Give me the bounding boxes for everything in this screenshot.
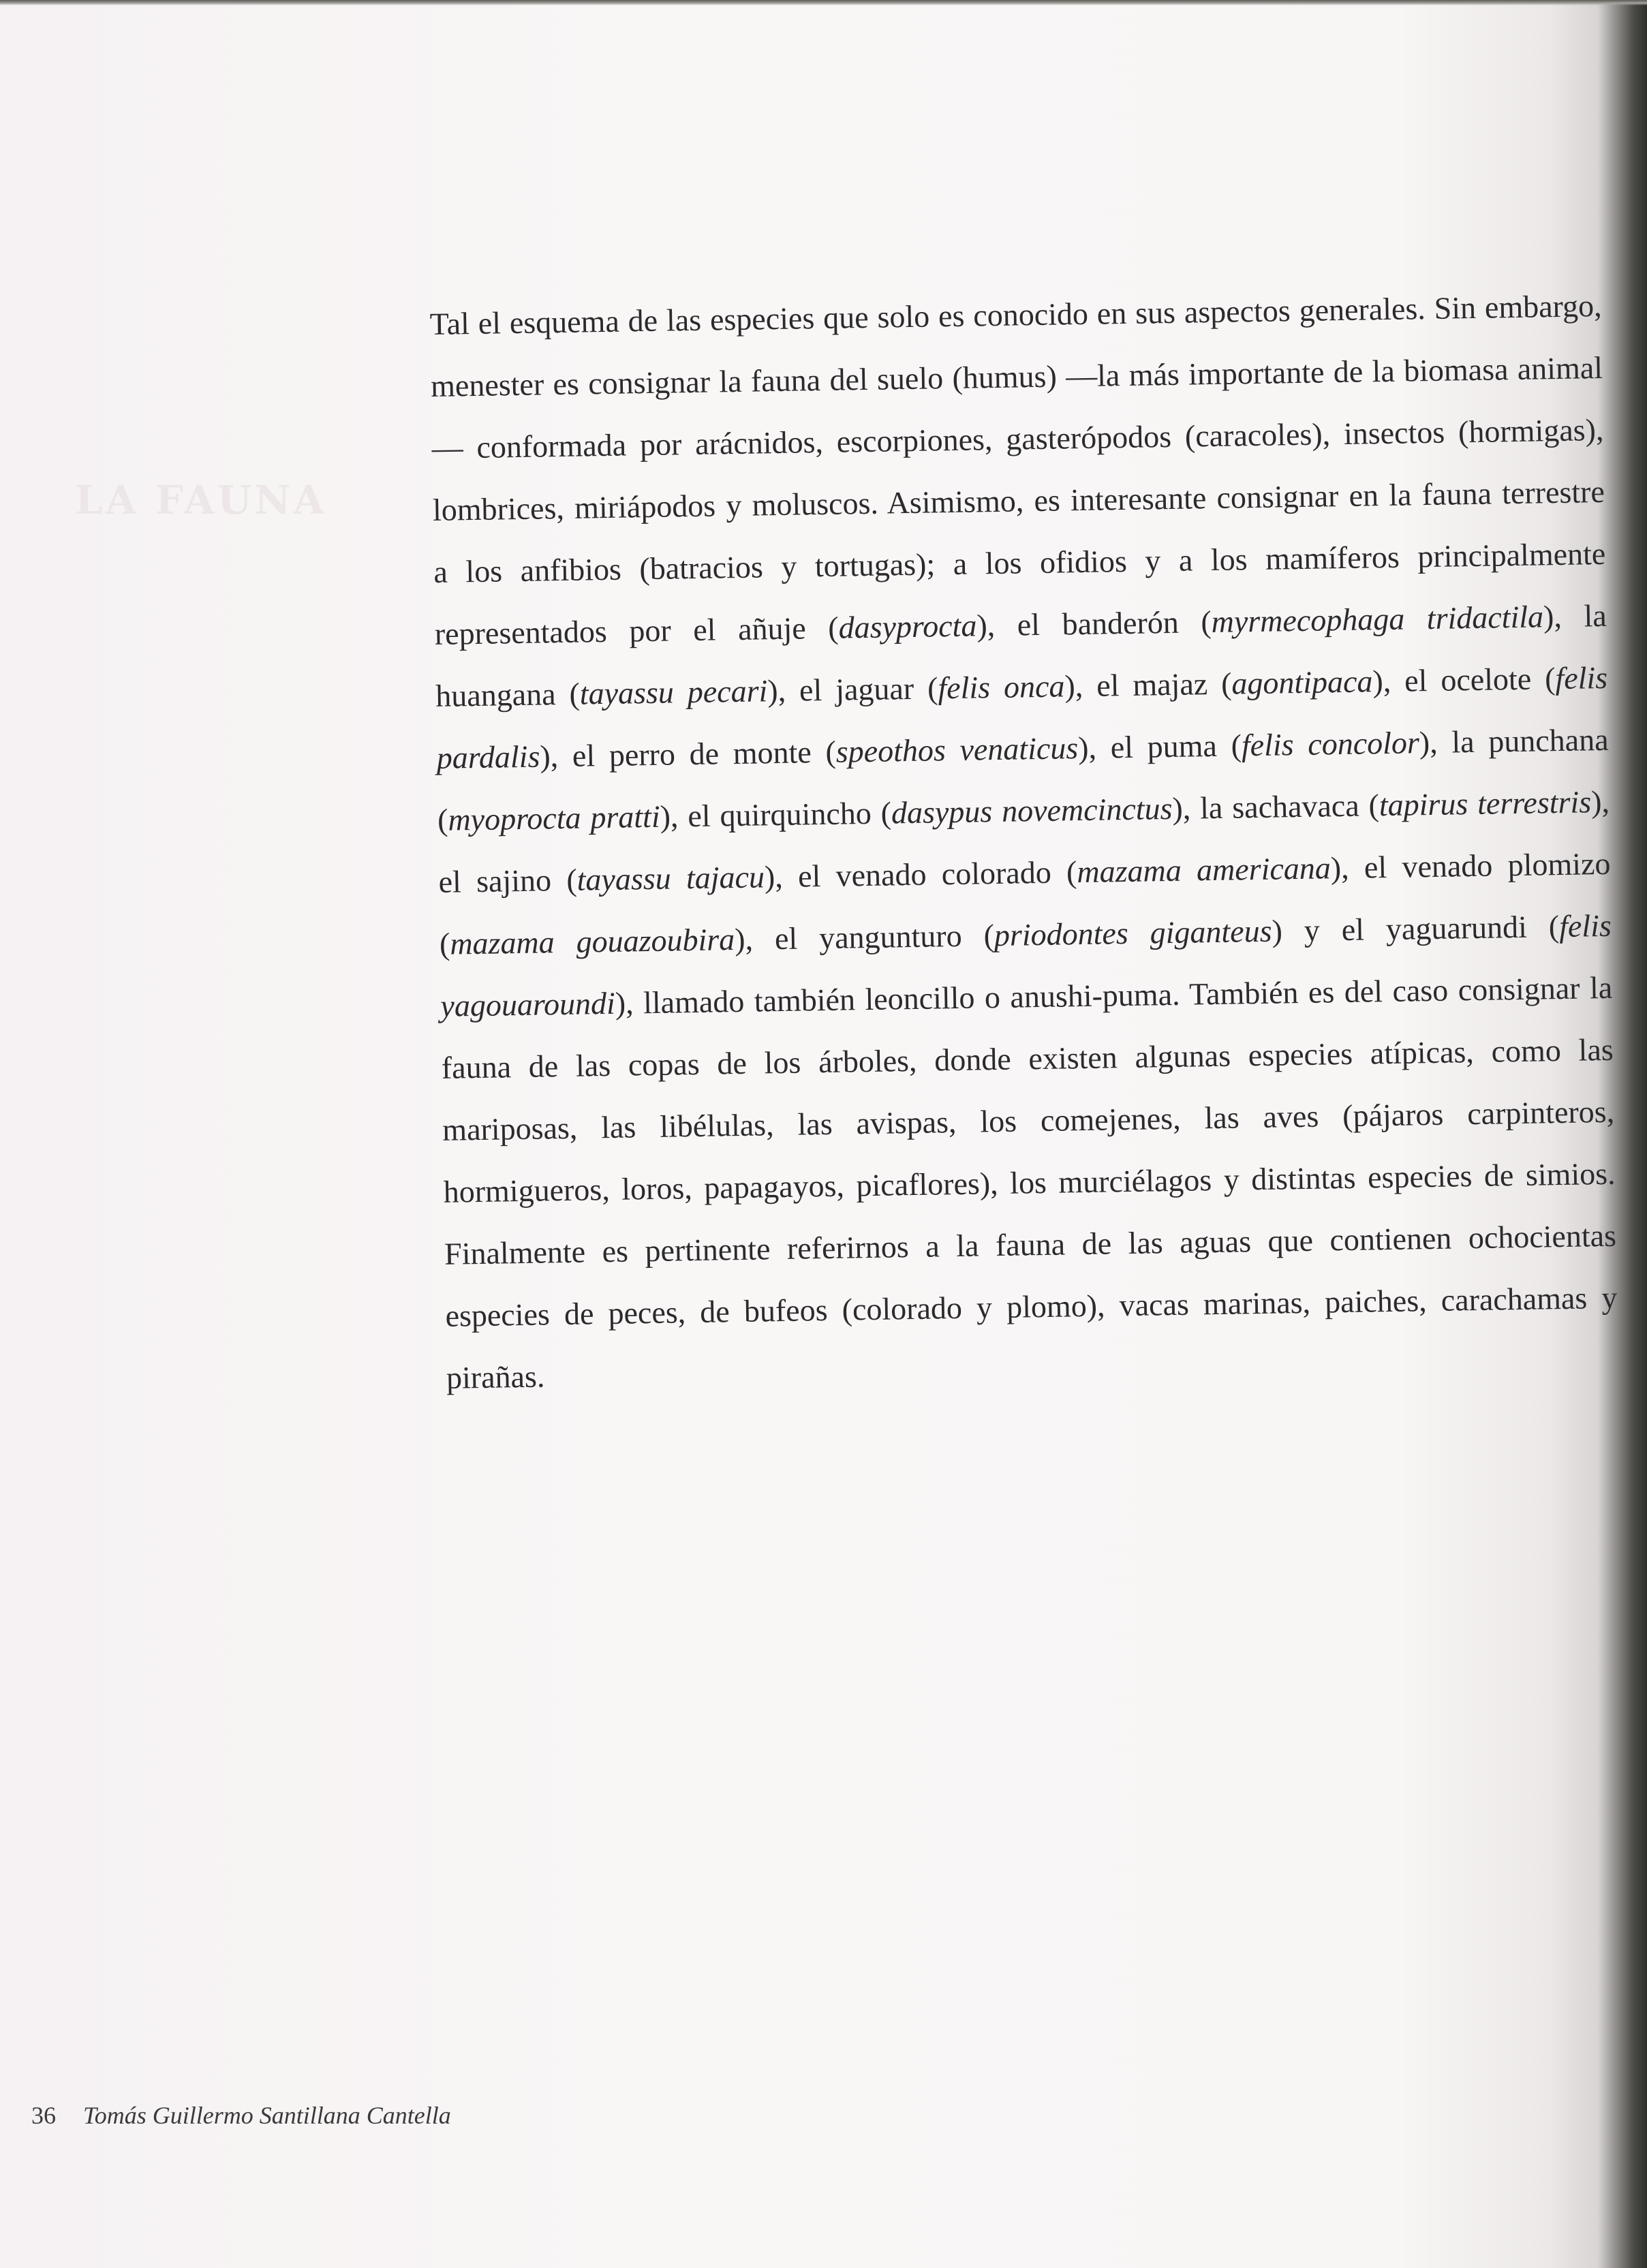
species-name: agontipaca <box>1231 664 1373 701</box>
text-run: ), el perro de monte ( <box>539 734 837 774</box>
page-top-edge <box>0 0 1647 5</box>
text-run: ) y el yaguarundi ( <box>1272 909 1560 948</box>
species-name: myoprocta pratti <box>448 798 661 837</box>
page-footer <box>31 2101 451 2130</box>
text-run: ), la sachavaca ( <box>1172 788 1380 826</box>
text-run: Tal el esquema de las especies que solo es conocido en sus aspectos generales. Sin embargo, menester es consignar la fauna del suelo (humus) —la más importante de la biomasa animal— conformada por arácnidos, escorpiones, gasterópodos (caracoles), insectos (hormigas), lombrices, miriápodos y moluscos. Asimismo, es interesante consignar en la fauna terrestre a los anfibios (batracios y tortugas); a los ofidios y a los mamíferos principalmente representados por el añuje ( <box>429 288 1606 651</box>
species-name: felis yagouaroundi <box>440 907 1612 1023</box>
text-run: ), el puma ( <box>1077 728 1242 766</box>
text-run: ), la punchana ( <box>437 721 1609 837</box>
species-name: felis pardalis <box>436 659 1608 775</box>
author-name: Tomás Guillermo Santillana Cantella <box>83 2102 451 2129</box>
text-run: ), llamado también leoncillo o anushi-puma. También es del caso consignar la fauna de las copas de los árboles, donde existen algunas especies atípicas, como las mariposas, las libélulas, las avispas, los comejenes, las aves (pájaros carpinteros, hormigueros, loros, papagayos, picaflores), los murciélagos y distintas especies de simios. Finalmente es pertinente referirnos a la fauna de las aguas que contienen ochocientas especies de peces, de bufeos (colorado y plomo), vacas marinas, paiches, carachamas y pirañas. <box>441 969 1618 1395</box>
species-name: felis concolor <box>1241 725 1420 763</box>
species-name: felis onca <box>938 668 1065 706</box>
text-run: ), el venado colorado ( <box>764 854 1077 895</box>
text-run: ), el yangunturo ( <box>734 918 995 957</box>
show-through-heading: LA FAUNA <box>75 477 327 523</box>
text-run: ), el sajino ( <box>438 783 1610 899</box>
text-run: ), el ocelote ( <box>1372 661 1556 699</box>
text-run: ), el quirquincho ( <box>660 795 892 834</box>
text-run: ), la huangana ( <box>435 597 1607 713</box>
species-name: speothos venaticus <box>835 730 1079 769</box>
species-name: tayassu tajacu <box>576 859 765 897</box>
species-name: tapirus terrestris <box>1379 784 1592 823</box>
species-name: mazama gouazoubira <box>449 922 735 961</box>
species-name: dasypus novemcinctus <box>891 790 1173 830</box>
text-run: ), el banderón ( <box>976 604 1212 643</box>
page-number: 36 <box>31 2102 56 2129</box>
species-name: myrmecophaga tridactila <box>1211 599 1544 640</box>
text-run: ), el majaz ( <box>1064 666 1232 704</box>
species-name: priodontes giganteus <box>994 913 1272 953</box>
body-paragraph <box>429 275 1619 1409</box>
species-name: mazama americana <box>1076 850 1332 890</box>
text-run: ), el jaguar ( <box>767 670 938 709</box>
species-name: dasyprocta <box>838 608 977 645</box>
species-name: tayassu pecari <box>579 673 768 711</box>
text-run: ), el venado plomizo ( <box>439 845 1611 961</box>
